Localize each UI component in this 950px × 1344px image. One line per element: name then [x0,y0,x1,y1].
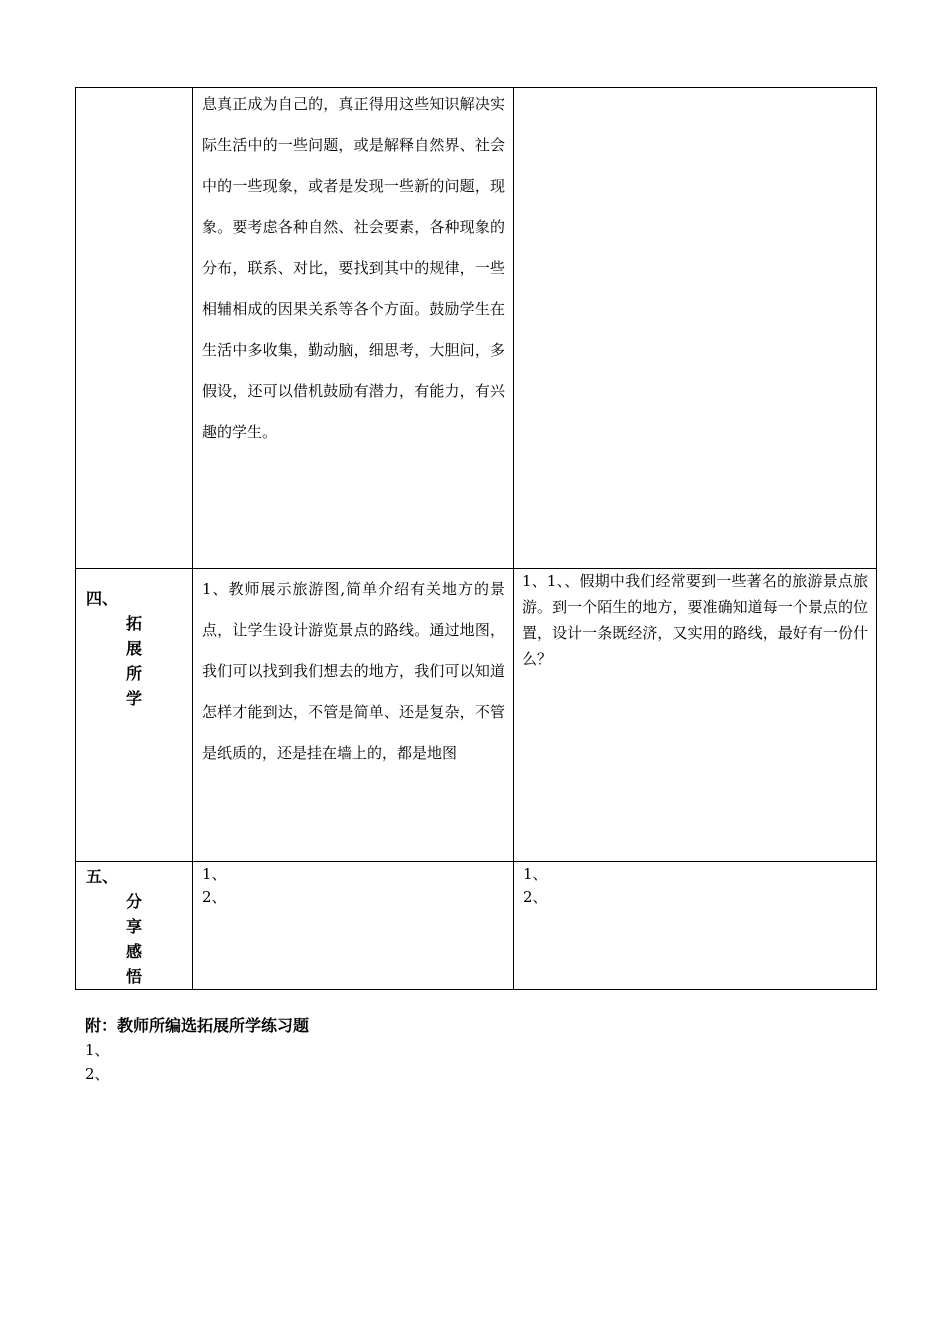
teacher-activity-text: 息真正成为自己的，真正得用这些知识解决实际生活中的一些问题，或是解释自然界、社会中的一些现象，或者是发现一些新的问题，现象。要考虑各种自然、社会要素，各种现象的分布，联系、对比，要找到其中的规律，一些相辅相成的因果关系等各个方面。鼓励学生在生活中多收集，勤动脑，细思考，大胆问，多假设，还可以借机鼓励有潜力，有能力，有兴趣的学生。 [202,95,505,441]
table-row [76,569,877,862]
section-title-char: 分 [126,892,143,911]
section-title-char: 所 [126,664,143,683]
section-label-share [76,862,192,989]
student-activity-cell [514,88,877,569]
section-cell [76,569,193,862]
section-label-extend [76,569,192,711]
table-row [76,88,877,569]
appendix-section [85,1014,309,1086]
teacher-activity-text: 1、教师展示旅游图,简单介绍有关地方的景点，让学生设计游览景点的路线。通过地图，我们可以找到我们想去的地方，我们可以知道怎样才能到达，不管是简单、还是复杂，不管是纸质的，还是挂在墙上的，都是地图 [202,580,505,762]
section-title-char: 感 [126,942,143,961]
section-title [86,611,192,711]
section-title [86,889,192,989]
section-title-char: 学 [126,689,143,708]
list-item: 2、 [523,888,548,906]
numbered-list [193,862,513,909]
section-title-char: 展 [126,639,143,658]
student-activity-cell [514,569,877,862]
teacher-activity-cell [193,862,514,990]
section-cell [76,862,193,990]
table-row [76,862,877,990]
student-question-text: 1、1、、假期中我们经常要到一些著名的旅游景点旅游。到一个陌生的地方，要准确知道每一个景点的位置，设计一条既经济，又实用的路线，最好有一份什么？ [522,572,868,668]
section-title-char: 悟 [126,967,143,986]
appendix-title: 附：教师所编选拓展所学练习题 [85,1016,310,1035]
section-number: 四、 [86,589,119,608]
list-item: 2、 [202,888,227,906]
section-number: 五、 [86,867,119,886]
lesson-plan-table [75,87,877,990]
section-cell [76,88,193,569]
section-title-char: 享 [126,917,143,936]
list-item: 1、 [523,865,548,883]
list-item: 1、 [85,1041,110,1059]
student-activity-cell [514,862,877,990]
teacher-activity-cell [193,569,514,862]
section-title-char: 拓 [126,614,143,633]
numbered-list [514,862,876,909]
list-item: 2、 [85,1065,110,1083]
teacher-activity-cell [193,88,514,569]
list-item: 1、 [202,865,227,883]
